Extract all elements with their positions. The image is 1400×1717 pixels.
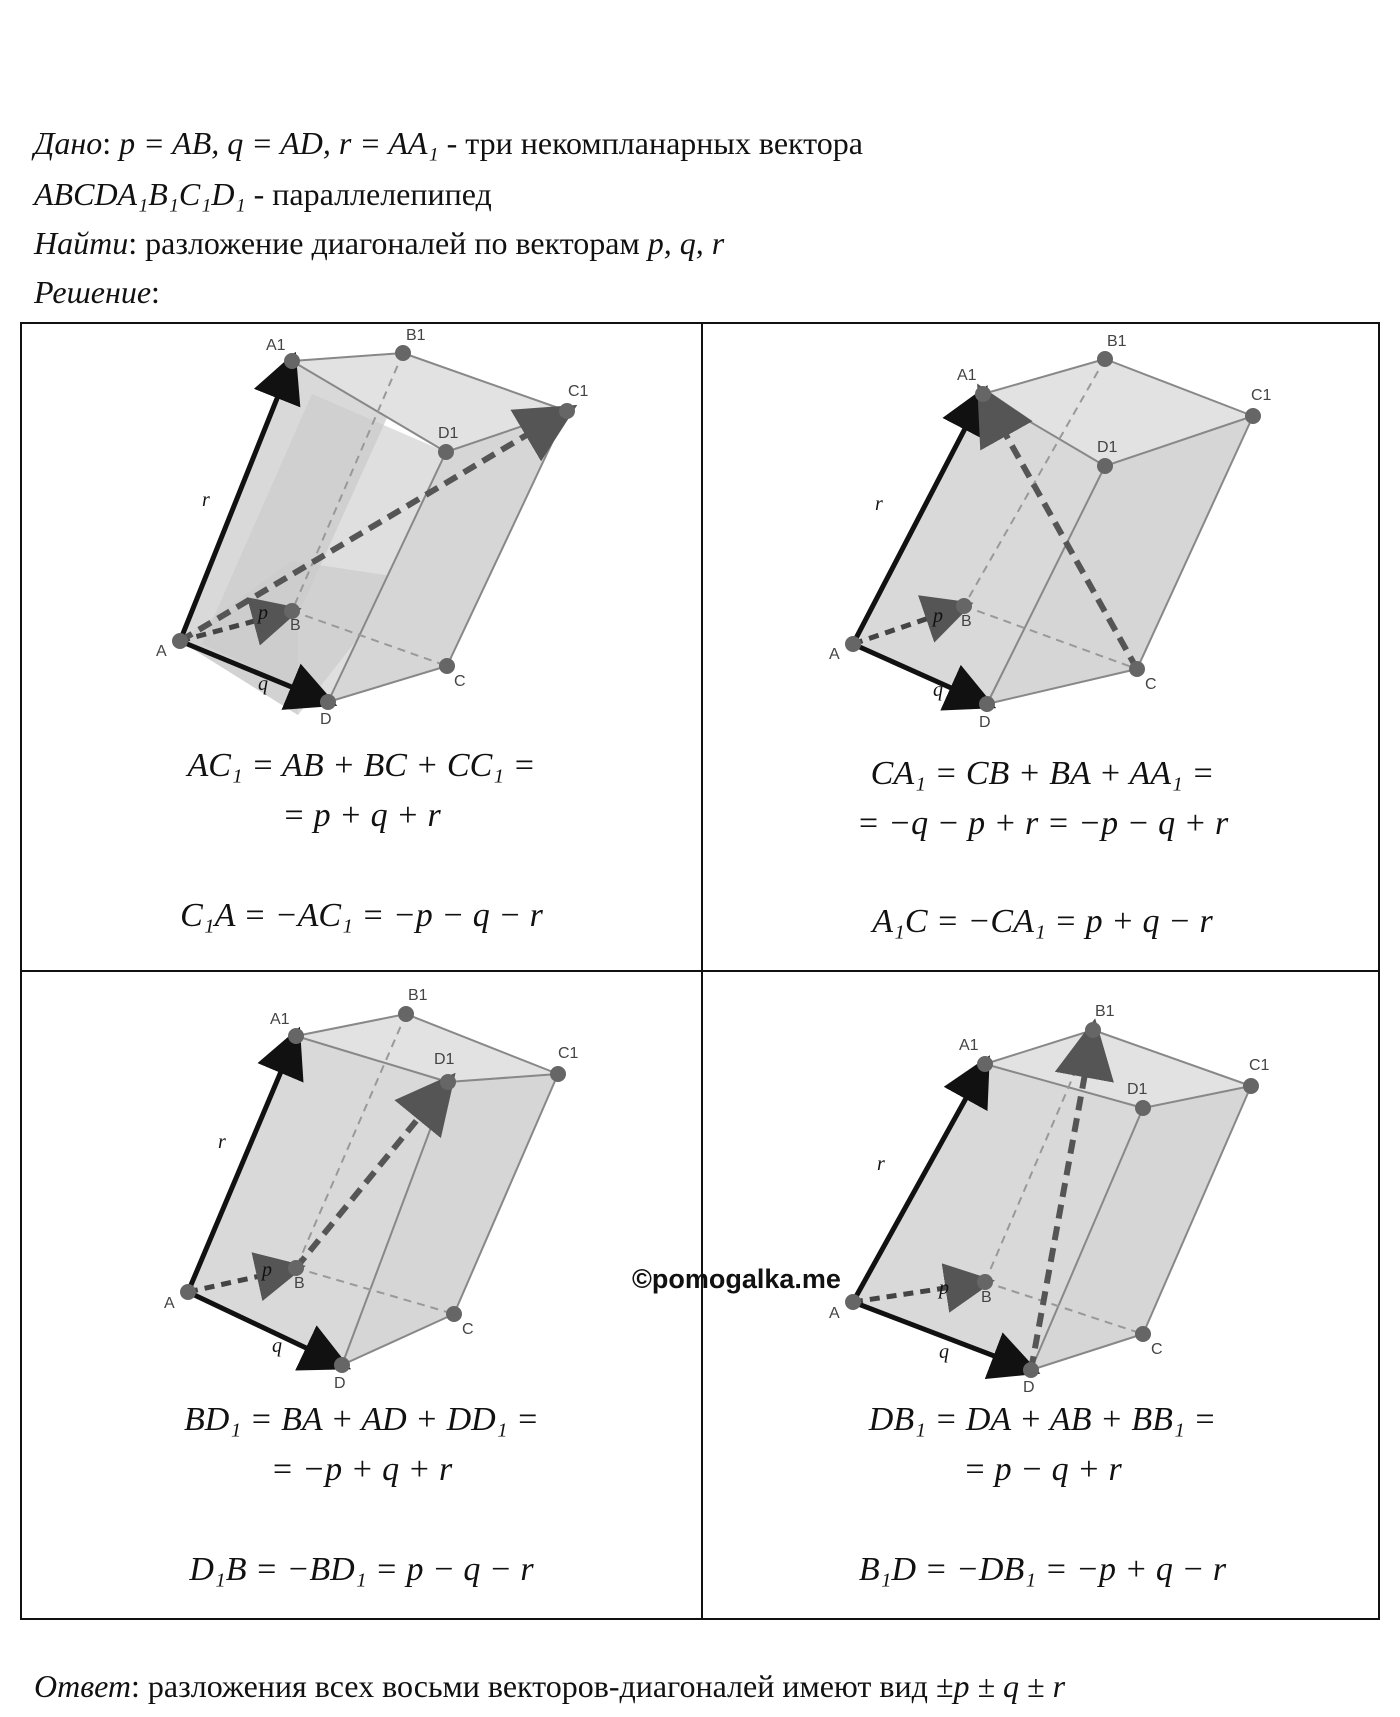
cell-4-eq-1: DB₁ = DA + AB + BB₁ = (868, 1401, 1217, 1438)
find-label: Найти (34, 225, 129, 261)
vector-label-r: r (202, 489, 210, 511)
parallelepiped-diagram-2 (703, 324, 1382, 970)
cell-3-eq-2: = −p + q + r (270, 1451, 453, 1488)
point-label-c: C (454, 673, 466, 690)
vector-label-r: r (218, 1131, 226, 1153)
vector-label-p: p (262, 1259, 272, 1281)
cell-1-eq-3: C₁A = −AC₁ = −p − q − r (180, 897, 543, 934)
figure-suffix: - параллелепипед (253, 176, 492, 212)
point-label-b: B (961, 613, 972, 630)
solution-table (20, 322, 1380, 1620)
find-vectors: p, q, r (647, 225, 725, 261)
vector-label-q: q (933, 679, 943, 701)
point-label-a: A (164, 1295, 175, 1312)
cell-2-eq-2: = −q − p + r = −p − q + r (856, 805, 1229, 842)
vector-label-r: r (875, 493, 883, 515)
point-label-d: D (320, 711, 332, 728)
answer-formula: ±p ± q ± r (935, 1668, 1066, 1704)
cell-2-eq-3: A₁C = −CA₁ = p + q − r (872, 903, 1213, 940)
find-text: разложение диагоналей по векторам (145, 225, 640, 261)
vector-label-q: q (258, 673, 268, 695)
cell-ac1 (22, 324, 701, 970)
point-label-a1: A1 (270, 1011, 290, 1028)
cell-2-eq-1: CA₁ = CB + BA + AA₁ = (870, 755, 1215, 792)
cell-4-eq-3: B₁D = −DB₁ = −p + q − r (858, 1551, 1227, 1588)
point-label-d: D (334, 1375, 346, 1392)
point-label-b: B (290, 617, 301, 634)
point-label-c: C (1145, 676, 1157, 693)
given-suffix: - три некомпланарных вектора (446, 125, 863, 161)
point-label-a1: A1 (959, 1037, 979, 1054)
point-label-c: C (462, 1321, 474, 1338)
point-label-b: B (981, 1289, 992, 1306)
cell-3-eq-1: BD₁ = BA + AD + DD₁ = (184, 1401, 539, 1438)
cell-4-eq-2: = p − q + r (963, 1451, 1122, 1488)
cell-db1 (703, 972, 1382, 1618)
answer-label: Ответ (34, 1668, 131, 1704)
given-line: Дано: p = AB, q = AD, r = AA₁ - три некомпланарных вектора (34, 125, 863, 161)
point-label-c: C (1151, 1341, 1163, 1358)
point-label-a: A (829, 1305, 840, 1322)
solution-line: Решение: (34, 274, 160, 310)
find-line: Найти: разложение диагоналей по векторам p, q, r (34, 225, 725, 261)
vector-label-q: q (939, 1341, 949, 1363)
point-label-a: A (829, 646, 840, 663)
given-label: Дано (34, 125, 103, 161)
point-label-b1: B1 (408, 987, 428, 1004)
answer-line: Ответ: разложения всех восьми векторов-диагоналей имеют вид ±p ± q ± r (34, 1668, 1066, 1704)
cell-bd1 (22, 972, 701, 1618)
point-label-c1: C1 (568, 383, 589, 400)
point-label-d1: D1 (1127, 1081, 1148, 1098)
cell-1-eq-1: AC₁ = AB + BC + CC₁ = (187, 747, 536, 784)
point-label-d1: D1 (438, 425, 459, 442)
point-label-d: D (979, 714, 991, 731)
point-label-d1: D1 (1097, 439, 1118, 456)
point-label-a: A (156, 643, 167, 660)
point-label-b1: B1 (406, 327, 426, 344)
vector-label-q: q (272, 1335, 282, 1357)
vector-label-p: p (933, 605, 943, 627)
vector-label-p: p (258, 602, 268, 624)
point-label-a1: A1 (957, 367, 977, 384)
point-label-c1: C1 (1251, 387, 1272, 404)
solution-label: Решение (34, 274, 152, 310)
point-label-d: D (1023, 1379, 1035, 1396)
point-label-d1: D1 (434, 1051, 455, 1068)
parallelepiped-diagram-4 (703, 972, 1382, 1618)
answer-text: разложения всех восьми векторов-диагоналей имеют вид (147, 1668, 928, 1704)
parallelepiped-diagram-1 (22, 324, 701, 970)
point-label-a1: A1 (266, 337, 286, 354)
figure-name: ABCDA₁B₁C₁D₁ (34, 176, 246, 212)
point-label-c1: C1 (558, 1045, 579, 1062)
parallelepiped-diagram-3 (22, 972, 701, 1618)
watermark: ©pomogalka.me (632, 1264, 841, 1294)
point-label-b: B (294, 1275, 305, 1292)
cell-ca1 (703, 324, 1382, 970)
vector-label-p: p (939, 1277, 949, 1299)
cell-3-eq-3: D₁B = −BD₁ = p − q − r (189, 1551, 534, 1588)
figure-line (34, 174, 492, 214)
point-label-c1: C1 (1249, 1057, 1270, 1074)
point-label-b1: B1 (1107, 333, 1127, 350)
vector-label-r: r (877, 1153, 885, 1175)
cell-1-eq-2: = p + q + r (282, 797, 441, 834)
point-label-b1: B1 (1095, 1003, 1115, 1020)
given-vectors: p = AB, q = AD, r = AA₁ (119, 125, 439, 161)
